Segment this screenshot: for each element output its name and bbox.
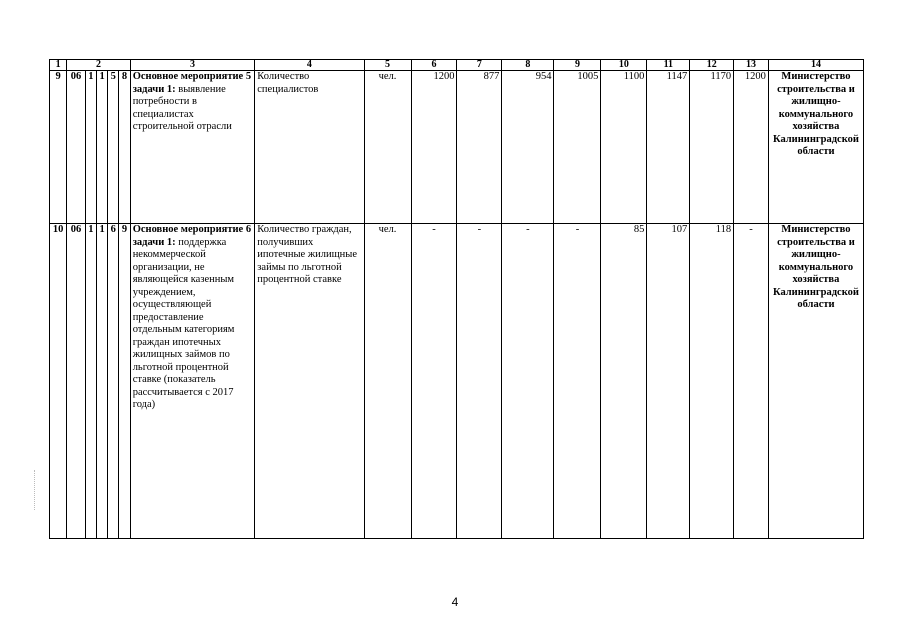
value-cell: - <box>411 224 457 539</box>
code-part: 06 <box>67 224 85 539</box>
indicators-table <box>49 59 864 539</box>
code-part: 1 <box>96 71 107 224</box>
header-cell: 4 <box>255 60 364 71</box>
row-number: 10 <box>50 224 67 539</box>
header-cell: 9 <box>554 60 601 71</box>
value-cell: 1147 <box>647 71 690 224</box>
header-cell: 10 <box>601 60 647 71</box>
value-cell: - <box>457 224 502 539</box>
header-cell: 8 <box>502 60 554 71</box>
indicator-cell: Количество граждан, получивших ипотечные жилищные займы по льготной процентной ставке <box>255 224 364 539</box>
margin-marks <box>34 470 37 510</box>
value-cell: 1100 <box>601 71 647 224</box>
header-cell: 6 <box>411 60 457 71</box>
header-cell: 13 <box>734 60 769 71</box>
header-cell: 2 <box>67 60 130 71</box>
code-part: 06 <box>67 71 85 224</box>
unit-cell: чел. <box>364 71 411 224</box>
unit-cell: чел. <box>364 224 411 539</box>
header-cell: 5 <box>364 60 411 71</box>
header-cell: 11 <box>647 60 690 71</box>
code-part: 6 <box>108 224 119 539</box>
code-part: 1 <box>96 224 107 539</box>
event-cell <box>130 71 255 224</box>
event-text: выявление потребности в специалистах строительной отрасли <box>132 83 232 132</box>
indicator-cell: Количество специалистов <box>255 71 364 224</box>
code-part: 8 <box>119 71 130 224</box>
value-cell: 107 <box>647 224 690 539</box>
value-cell: 1170 <box>690 71 734 224</box>
event-text: поддержка некоммерческой организации, не являющейся казенным учреждением, осуществляющей предоставление отдельным категориям граждан ипотечных жилищных займов по льготной процентной ставке (показатель рассчитывается с 2017 года) <box>132 236 235 410</box>
table-row <box>50 224 864 539</box>
value-cell: 85 <box>601 224 647 539</box>
header-cell: 12 <box>690 60 734 71</box>
value-cell: 954 <box>502 71 554 224</box>
value-cell: - <box>734 224 769 539</box>
code-part: 5 <box>108 71 119 224</box>
ministry-cell: Министерство строительства и жилищно-коммунального хозяйства Калининградской области <box>768 71 863 224</box>
code-part: 1 <box>85 224 96 539</box>
value-cell: 1200 <box>734 71 769 224</box>
header-cell: 7 <box>457 60 502 71</box>
value-cell: 1200 <box>411 71 457 224</box>
event-title: Основное мероприятие 6 задачи 1: <box>132 224 252 248</box>
value-cell: 118 <box>690 224 734 539</box>
event-cell <box>130 224 255 539</box>
table-row <box>50 71 864 224</box>
code-part: 1 <box>85 71 96 224</box>
page-number: 4 <box>451 595 459 609</box>
value-cell: - <box>502 224 554 539</box>
ministry-cell: Министерство строительства и жилищно-коммунального хозяйства Калининградской области <box>768 224 863 539</box>
code-part: 9 <box>119 224 130 539</box>
value-cell: 1005 <box>554 71 601 224</box>
value-cell: - <box>554 224 601 539</box>
header-cell: 3 <box>130 60 255 71</box>
header-cell: 1 <box>50 60 67 71</box>
value-cell: 877 <box>457 71 502 224</box>
header-row <box>50 60 864 71</box>
row-number: 9 <box>50 71 67 224</box>
header-cell: 14 <box>768 60 863 71</box>
event-title: Основное мероприятие 5 задачи 1: <box>132 71 252 95</box>
